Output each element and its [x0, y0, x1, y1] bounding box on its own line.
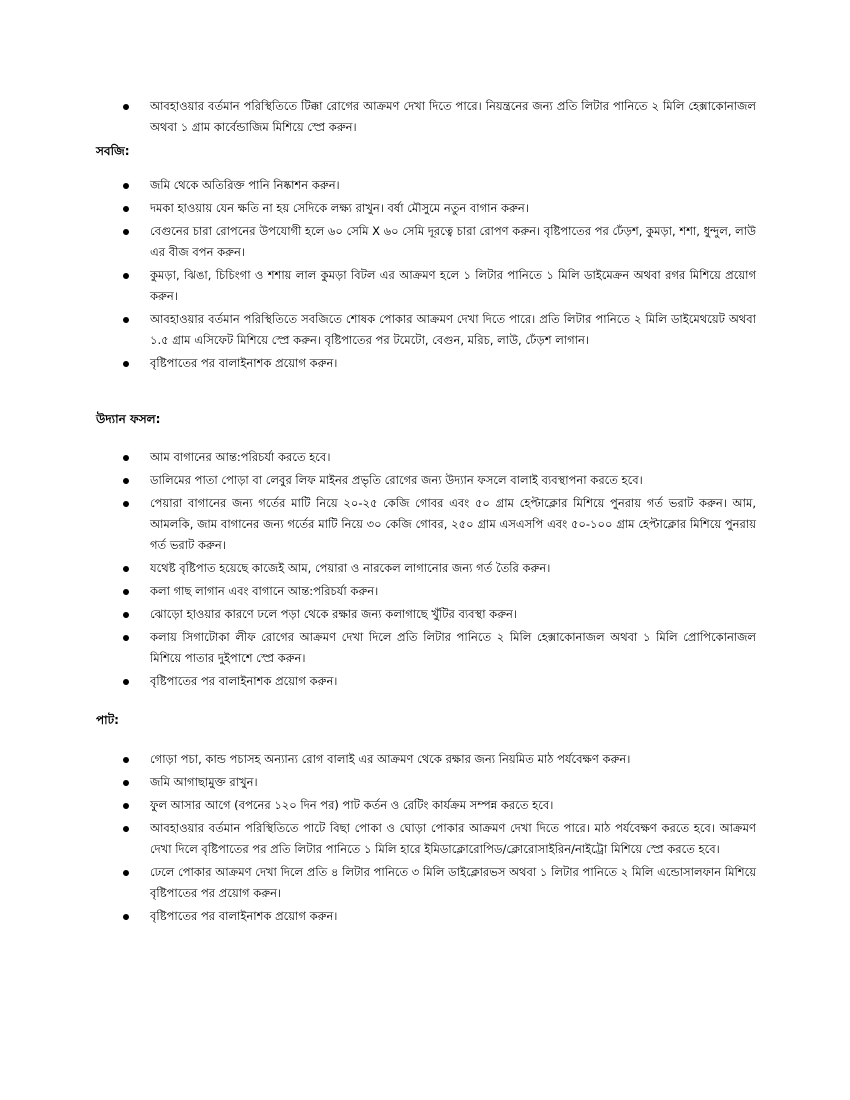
list-item-text: গোড়া পচা, কান্ড পচাসহ অন্যান্য রোগ বালাই এর আক্রমণ থেকে রক্ষার জন্য নিয়মিত মাঠ পর্যবেক্ষণ করুন।: [150, 752, 631, 766]
bullet-icon: [123, 317, 129, 323]
bullet-icon: [123, 104, 129, 110]
list-item: [96, 309, 756, 351]
bullet-icon: [123, 501, 129, 507]
bullet-icon: [123, 478, 129, 484]
bullet-icon: [123, 803, 129, 809]
list-item-text: ঢেলে পোকার আক্রমণ দেখা দিলে প্রতি ৪ লিটার পানিতে ৩ মিলি ডাইক্লোরভস অথবা ১ লিটার পানিতে ২ মিলি এন্ডোসালফান মিশিয়ে বৃষ্টিপাতের পর প্রয়োগ করুন।: [150, 865, 756, 900]
section-heading-horticulture: উদ্যান ফসল:: [96, 412, 161, 426]
jute-list: [96, 749, 756, 927]
list-item: [96, 558, 756, 579]
list-item-text: বৃষ্টিপাতের পর বালাইনাশক প্রয়োগ করুন।: [150, 909, 338, 923]
bullet-icon: [123, 679, 129, 685]
bullet-icon: [123, 361, 129, 367]
bullet-icon: [123, 635, 129, 641]
list-item: [96, 265, 756, 307]
list-item-text: পেয়ারা বাগানের জন্য গর্তের মাটি নিয়ে ২০-২৫ কেজি গোবর এবং ৫০ গ্রাম হেপ্টাক্লোর মিশিয়ে পুনরায় গর্ত ভরাট করুন। আম, আমলকি, জাম বাগানের জন্য গর্তের মাটি নিয়ে ৩০ কেজি গোবর, ২৫০ গ্রাম এসএসপি এবং ৫০-১০০ গ্রাম হেপ্টাক্লোর মিশিয়ে পুনরায় গর্ত ভরাট করুন।: [150, 496, 756, 552]
bullet-icon: [123, 870, 129, 876]
vegetables-section: [96, 143, 756, 376]
list-item-text: কলা গাছ লাগান এবং বাগানে আন্ত:পরিচর্যা করুন।: [150, 584, 379, 598]
list-item-text: ঝোড়ো হাওয়ার কারণে ঢলে পড়া থেকে রক্ষার জন্য কলাগাছে খুঁটির ব্যবস্থা করুন।: [150, 607, 518, 621]
section-heading-jute: পাট:: [96, 713, 119, 727]
list-item-text: দমকা হাওয়ায় যেন ক্ষতি না হয় সেদিকে লক্ষ্য রাখুন। বর্ষা মৌসুমে নতুন বাগান করুন।: [150, 201, 529, 215]
bullet-icon: [123, 589, 129, 595]
list-item-text: আবহাওয়ার বর্তমান পরিস্থিতিতে সবজিতে শোষক পোকার আক্রমণ দেখা দিতে পারে। প্রতি লিটার পানিতে ২ মিলি ডাইমেথয়েট অথবা ১.৫ গ্রাম এসিফেট মিশিয়ে স্প্রে করুন। বৃষ্টিপাতের পর টমেটো, বেগুন, মরিচ, লাউ, ঢেঁড়শ লাগান।: [150, 312, 756, 347]
list-item-text: জমি থেকে অতিরিক্ত পানি নিষ্কাশন করুন।: [150, 178, 340, 192]
list-item: [96, 604, 756, 625]
list-item-text: কুমড়া, ঝিঙা, চিচিংগা ও শশায় লাল কুমড়া বিটল এর আক্রমণ হলে ১ লিটার পানিতে ১ মিলি ডাইমেক্রন অথবা রগর মিশিয়ে প্রয়োগ করুন।: [150, 268, 756, 303]
list-item-text: কলায় সিগাটোকা লীফ রোগের আক্রমণ দেখা দিলে প্রতি লিটার পানিতে ২ মিলি হেক্সাকোনাজল অথবা ১ মিলি প্রোপিকোনাজল মিশিয়ে পাতার দুইপাশে স্প্রে করুন।: [150, 630, 756, 665]
list-item: [96, 906, 756, 927]
bullet-icon: [123, 273, 129, 279]
list-item-text: আবহাওয়ার বর্তমান পরিস্থিতিতে পাটে বিছা পোকা ও ঘোড়া পোকার আক্রমণ দেখা দিতে পারে। মাঠ পর্যবেক্ষণ করতে হবে। আক্রমণ দেখা দিলে বৃষ্টিপাতের পর প্রতি লিটার পানিতে ১ মিলি হারে ইমিডাক্লোরোপিড/ক্লোরোসাইরিন/নাইট্রো মিশিয়ে স্প্রে করতে হবে।: [150, 821, 756, 856]
list-item: [96, 447, 756, 468]
list-item: [96, 581, 756, 602]
list-item-text: ডালিমের পাতা পোড়া বা লেবুর লিফ মাইনর প্রভৃতি রোগের জন্য উদ্যান ফসলে বালাই ব্যবস্থাপনা করতে হবে।: [150, 473, 643, 487]
list-item: [96, 795, 756, 816]
intro-list: [96, 96, 756, 138]
list-item: [96, 818, 756, 860]
list-item: [96, 862, 756, 904]
list-item: [96, 671, 756, 692]
bullet-icon: [123, 566, 129, 572]
horticulture-list: [96, 447, 756, 692]
list-item: [96, 749, 756, 770]
list-item: [96, 175, 756, 196]
jute-section: [96, 712, 756, 929]
bullet-icon: [123, 183, 129, 189]
vegetables-list: [96, 175, 756, 374]
list-item-text: ফুল আসার আগে (বপনের ১২০ দিন পর) পাট কর্তন ও রেটিং কার্যক্রম সম্পন্ন করতে হবে।: [150, 798, 554, 812]
bullet-icon: [123, 206, 129, 212]
list-item: [96, 198, 756, 219]
list-item: [96, 221, 756, 263]
list-item-text: জমি আগাছামুক্ত রাখুন।: [150, 775, 258, 789]
bullet-icon: [123, 612, 129, 618]
list-item-text: বৃষ্টিপাতের পর বালাইনাশক প্রয়োগ করুন।: [150, 356, 338, 370]
list-item-text: বৃষ্টিপাতের পর বালাইনাশক প্রয়োগ করুন।: [150, 674, 338, 688]
list-item-text: আম বাগানের আন্ত:পরিচর্যা করতে হবে।: [150, 450, 331, 464]
list-item-text: বেগুনের চারা রোপনের উপযোগী হলে ৬০ সেমি X ৬০ সেমি দূরত্বে চারা রোপণ করুন। বৃষ্টিপাতের পর ঢেঁড়শ, কুমড়া, শশা, ধুন্দুল, লাউ এর বীজ বপন করুন।: [150, 224, 756, 259]
bullet-icon: [123, 757, 129, 763]
bullet-icon: [123, 780, 129, 786]
bullet-icon: [123, 229, 129, 235]
list-item: [96, 470, 756, 491]
list-item: [96, 96, 756, 138]
bullet-icon: [123, 826, 129, 832]
horticulture-section: [96, 411, 756, 694]
list-item-text: যথেষ্ট বৃষ্টিপাত হয়েছে কাজেই আম, পেয়ারা ও নারকেল লাগানোর জন্য গর্ত তৈরি করুন।: [150, 561, 551, 575]
list-item-text: আবহাওয়ার বর্তমান পরিস্থিতিতে টিক্কা রোগের আক্রমণ দেখা দিতে পারে। নিয়ন্ত্রনের জন্য প্রতি লিটার পানিতে ২ মিলি হেক্সাকোনাজল অথবা ১ গ্রাম কার্বেন্ডাজিম মিশিয়ে স্প্রে করুন।: [150, 99, 756, 134]
section-heading-vegetables: সবজি:: [96, 144, 130, 158]
list-item: [96, 772, 756, 793]
list-item: [96, 493, 756, 556]
list-item: [96, 627, 756, 669]
intro-section: [96, 96, 756, 140]
list-item: [96, 353, 756, 374]
bullet-icon: [123, 455, 129, 461]
bullet-icon: [123, 914, 129, 920]
